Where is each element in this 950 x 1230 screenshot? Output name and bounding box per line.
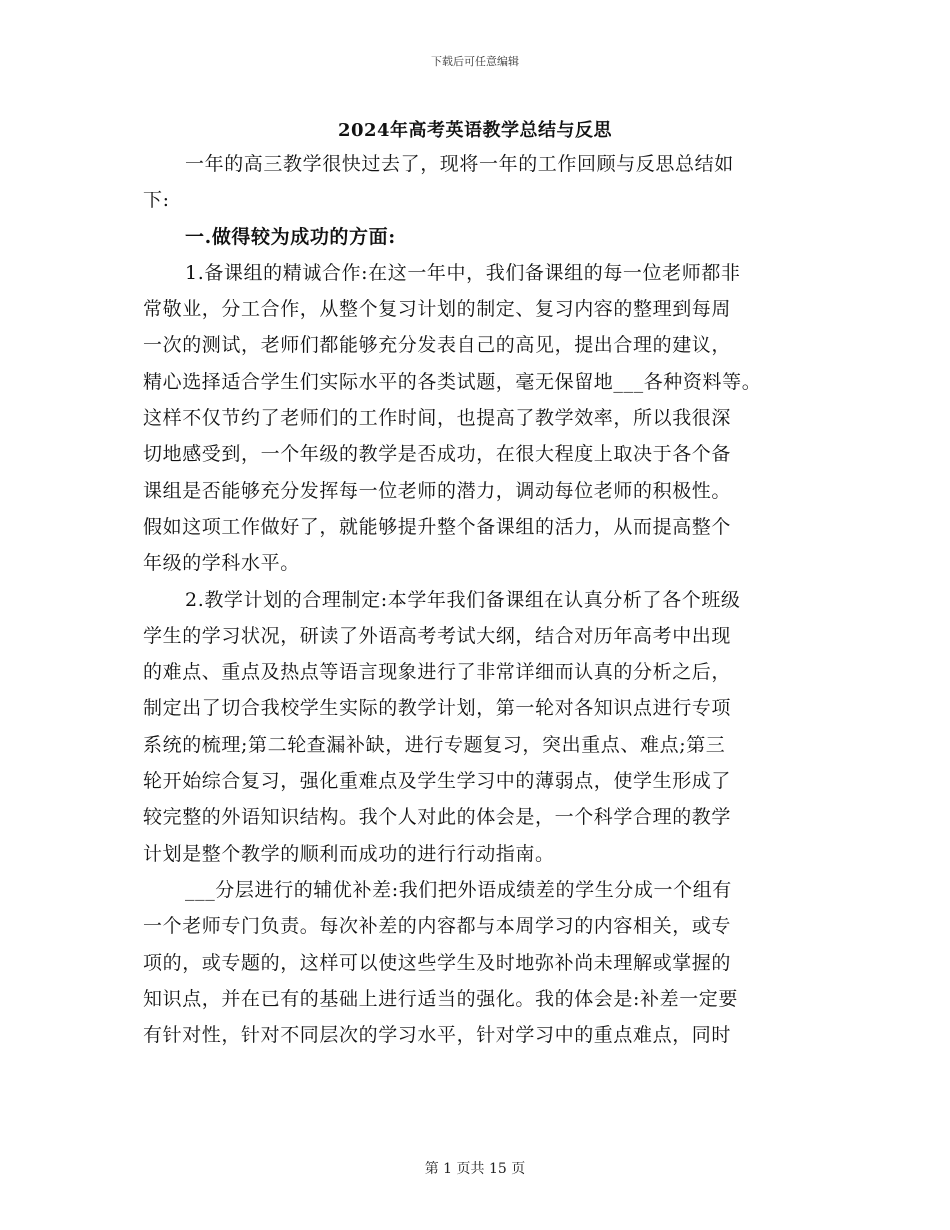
paragraph-line: 轮开始综合复习，强化重难点及学生学习中的薄弱点，使学生形成了 [143,770,732,793]
paragraph-line: 假如这项工作做好了，就能够提升整个备课组的活力，从而提高整个 [143,515,732,538]
paragraph-line: 一年的高三教学很快过去了，现将一年的工作回顾与反思总结如 [185,153,734,175]
paragraph-line: 年级的学科水平。 [143,552,300,575]
paragraph-line: 知识点，并在已有的基础上进行适当的强化。我的体会是:补差一定要 [143,987,739,1010]
paragraph-line: 计划是整个教学的顺利而成功的进行行动指南。 [143,842,555,865]
paragraph-line: 精心选择适合学生们实际水平的各类试题，毫无保留地___各种资料等。 [143,370,762,393]
paragraph-line: 切地感受到，一个年级的教学是否成功，在很大程度上取决于各个备 [143,443,732,466]
paragraph-line: 一个老师专门负责。每次补差的内容都与本周学习的内容相关，或专 [143,915,732,938]
document-title: 2024年高考英语教学总结与反思 [337,120,613,141]
paragraph-line: 项的，或专题的，这样可以使这些学生及时地弥补尚未理解或掌握的 [143,951,732,974]
paragraph-line: 学生的学习状况，研读了外语高考考试大纲，结合对历年高考中出现 [143,624,732,647]
section-heading: 一.做得较为成功的方面: [185,225,396,248]
document-body [143,146,815,1053]
paragraph-line: 这样不仅节约了老师们的工作时间，也提高了教学效率，所以我很深 [143,407,732,430]
paragraph-line: 有针对性，针对不同层次的学习水平，针对学习中的重点难点，同时 [143,1024,732,1047]
paragraph-line: 常敬业，分工合作，从整个复习计划的制定、复习内容的整理到每周 [143,298,732,321]
paragraph-line: 制定出了切合我校学生实际的教学计划，第一轮对各知识点进行专项 [143,697,732,720]
paragraph-line: 下: [143,189,170,212]
page-header-note: 下载后可任意编辑 [431,55,519,68]
paragraph-line: 较完整的外语知识结构。我个人对此的体会是，一个科学合理的教学 [143,806,732,829]
paragraph-line: 2.教学计划的合理制定:本学年我们备课组在认真分析了各个班级 [185,588,741,611]
paragraph-line: ___分层进行的辅优补差:我们把外语成绩差的学生分成一个组有 [185,878,732,901]
paragraph-line: 课组是否能够充分发挥每一位老师的潜力，调动每位老师的积极性。 [143,479,732,502]
page-number: 第 1 页共 15 页 [424,1161,526,1177]
paragraph-line: 一次的测试，老师们都能够充分发表自己的高见，提出合理的建议， [143,334,732,357]
paragraph-line: 系统的梳理;第二轮查漏补缺，进行专题复习，突出重点、难点;第三 [143,733,726,756]
paragraph-line: 1.备课组的精诚合作:在这一年中，我们备课组的每一位老师都非 [185,261,741,284]
paragraph-line: 的难点、重点及热点等语言现象进行了非常详细而认真的分析之后， [143,661,732,684]
